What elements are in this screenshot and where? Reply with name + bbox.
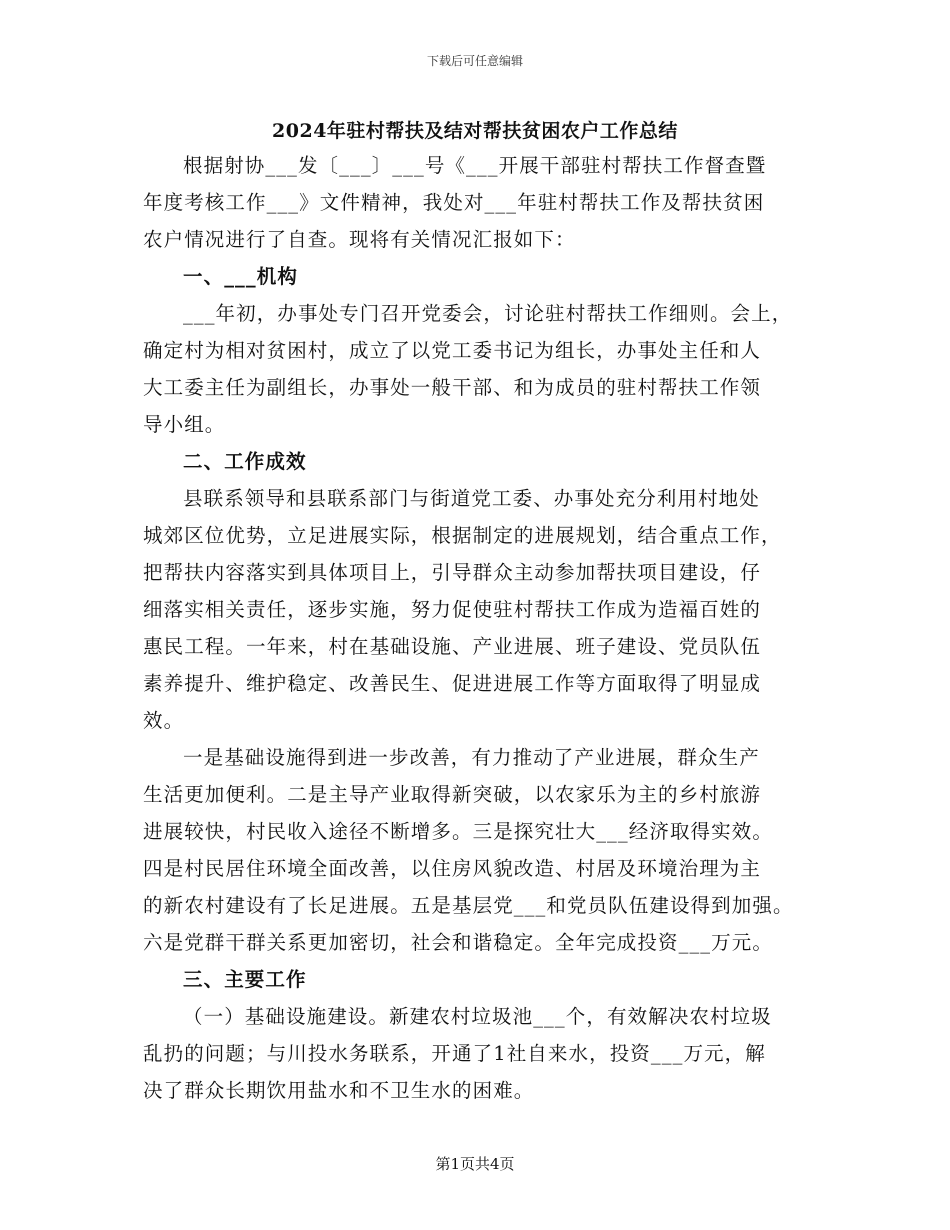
body-line: 大工委主任为副组长，办事处一般干部、和为成员的驻村帮扶工作领 <box>143 376 762 399</box>
body-line: 四是村民居住环境全面改善，以住房风貌改造、村居及环境治理为主 <box>143 857 762 880</box>
page-number: 第1页共4页 <box>435 1155 515 1173</box>
body-line: 根据射协___发〔___〕___号《___开展干部驻村帮扶工作督查暨 <box>183 154 767 177</box>
body-line: 细落实相关责任，逐步实施，努力促使驻村帮扶工作成为造福百姓的 <box>143 598 762 621</box>
section-heading-organization: 一、___机构 <box>183 265 298 288</box>
body-line: 农户情况进行了自查。现将有关情况汇报如下： <box>143 228 576 251</box>
body-line: 年度考核工作___》文件精神，我处对___年驻村帮扶工作及帮扶贫困 <box>143 191 765 214</box>
body-line: 确定村为相对贫困村，成立了以党工委书记为组长，办事处主任和人 <box>143 339 762 362</box>
body-line: 乱扔的问题；与川投水务联系，开通了1社自来水，投资___万元，解 <box>143 1042 766 1065</box>
download-note: 下载后可任意编辑 <box>426 54 523 68</box>
body-line: 生活更加便利。二是主导产业取得新突破，以农家乐为主的乡村旅游 <box>143 783 762 806</box>
body-line: 六是党群干群关系更加密切，社会和谐稳定。全年完成投资___万元。 <box>143 931 773 954</box>
body-line: 城郊区位优势，立足进展实际，根据制定的进展规划，结合重点工作， <box>143 524 782 547</box>
body-line: 决了群众长期饮用盐水和不卫生水的困难。 <box>143 1079 535 1102</box>
document-title: 2024年驻村帮扶及结对帮扶贫困农户工作总结 <box>272 120 678 142</box>
body-line: （一）基础设施建设。新建农村垃圾池___个，有效解决农村垃圾 <box>183 1005 772 1028</box>
body-line: 一是基础设施得到进一步改善，有力推动了产业进展，群众生产 <box>183 746 760 769</box>
body-line: 进展较快，村民收入途径不断增多。三是探究壮大___经济取得实效。 <box>143 820 773 843</box>
body-line: 的新农村建设有了长足进展。五是基层党___和党员队伍建设得到加强。 <box>143 894 794 917</box>
document-body <box>143 147 833 1109</box>
section-heading-main-work: 三、主要工作 <box>183 968 307 991</box>
body-line: 惠民工程。一年来，村在基础设施、产业进展、班子建设、党员队伍 <box>143 635 762 658</box>
body-line: 县联系领导和县联系部门与街道党工委、办事处充分利用村地处 <box>183 487 760 510</box>
body-line: 效。 <box>143 709 185 732</box>
body-line: 素养提升、维护稳定、改善民生、促进进展工作等方面取得了明显成 <box>143 672 762 695</box>
section-heading-results: 二、工作成效 <box>183 450 307 473</box>
body-line: 导小组。 <box>143 413 226 436</box>
body-line: ___年初，办事处专门召开党委会，讨论驻村帮扶工作细则。会上， <box>183 302 793 325</box>
body-line: 把帮扶内容落实到具体项目上，引导群众主动参加帮扶项目建设，仔 <box>143 561 762 584</box>
